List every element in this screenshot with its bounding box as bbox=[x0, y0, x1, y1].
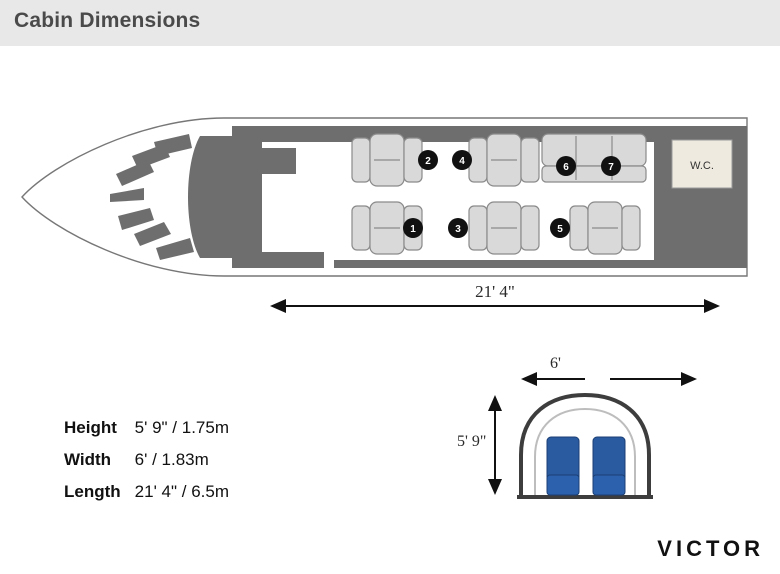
cross-section-svg bbox=[455, 355, 715, 515]
spec-label-length: Length bbox=[64, 482, 121, 501]
fuselage-section-outline bbox=[517, 395, 653, 497]
table-row bbox=[64, 412, 229, 444]
width-arrow bbox=[521, 372, 697, 386]
section-seat-left bbox=[547, 437, 579, 495]
specifications-list bbox=[64, 412, 229, 508]
spec-value-height: 5' 9" / 1.75m bbox=[134, 418, 229, 437]
lavatory bbox=[672, 140, 732, 188]
page-title: Cabin Dimensions bbox=[14, 9, 201, 32]
spec-value-width: 6' / 1.83m bbox=[134, 450, 209, 469]
seat-group-lower bbox=[352, 202, 640, 254]
seat-badge-1 bbox=[403, 218, 423, 238]
spec-label-height: Height bbox=[64, 418, 117, 437]
seat-upper-2 bbox=[469, 134, 539, 186]
height-arrow bbox=[488, 395, 502, 495]
spec-label-width: Width bbox=[64, 450, 112, 469]
length-dimension bbox=[270, 282, 720, 322]
height-callout-label: 5' 9" bbox=[457, 433, 487, 450]
length-callout-label: 21' 4" bbox=[475, 282, 515, 301]
svg-text:3: 3 bbox=[455, 224, 461, 235]
aircraft-floorplan bbox=[14, 112, 754, 282]
seat-badge-7 bbox=[601, 156, 621, 176]
seat-badge-4 bbox=[452, 150, 472, 170]
divan-upper bbox=[542, 134, 646, 182]
brand-wordmark: VICTOR bbox=[657, 536, 764, 561]
seat-badge-3 bbox=[448, 218, 468, 238]
table-row bbox=[64, 476, 229, 508]
seat-lower-3 bbox=[570, 202, 640, 254]
lavatory-label: W.C. bbox=[690, 160, 714, 172]
svg-text:6: 6 bbox=[563, 162, 569, 173]
page-header bbox=[0, 0, 780, 46]
seat-badge-2 bbox=[418, 150, 438, 170]
seat-badge-5 bbox=[550, 218, 570, 238]
seat-lower-2 bbox=[469, 202, 539, 254]
seat-group-upper bbox=[352, 134, 646, 186]
width-callout-label: 6' bbox=[550, 355, 561, 372]
seat-upper-1 bbox=[352, 134, 422, 186]
spec-value-length: 21' 4" / 6.5m bbox=[134, 482, 229, 501]
section-seat-right bbox=[593, 437, 625, 495]
svg-text:1: 1 bbox=[410, 224, 416, 235]
cabin-cross-section bbox=[455, 355, 715, 515]
table-row bbox=[64, 444, 229, 476]
seat-badge-6 bbox=[556, 156, 576, 176]
svg-text:7: 7 bbox=[608, 162, 614, 173]
svg-text:5: 5 bbox=[557, 224, 563, 235]
specs-table bbox=[64, 412, 229, 508]
svg-text:4: 4 bbox=[459, 156, 465, 167]
svg-text:2: 2 bbox=[425, 156, 431, 167]
